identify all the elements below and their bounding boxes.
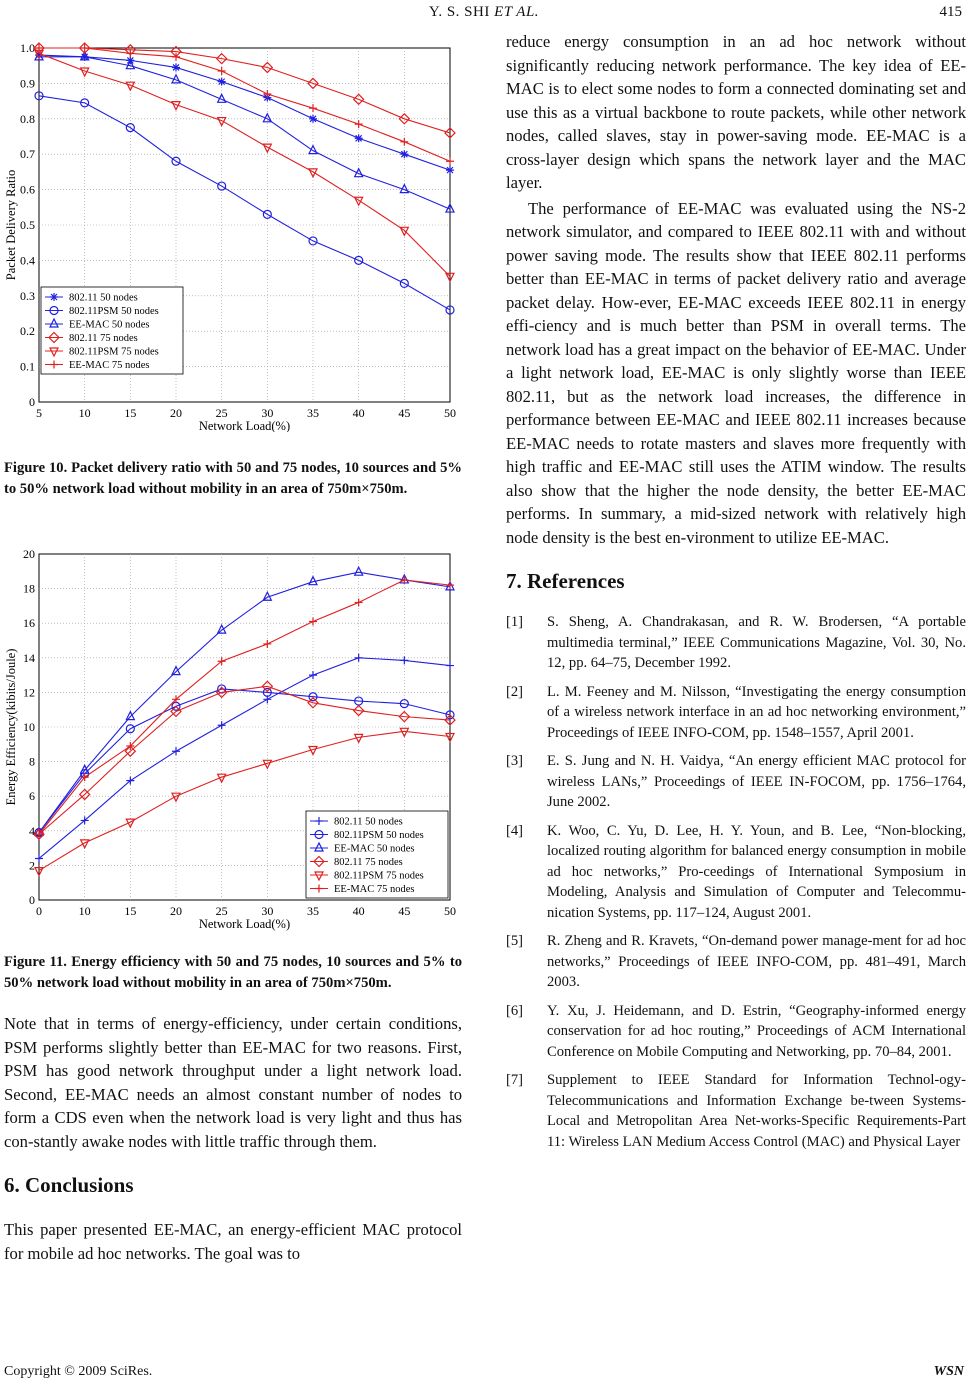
legend-label: 802.11 50 nodes [69, 292, 138, 304]
y-tick-label: 6 [29, 789, 35, 804]
x-tick-label: 45 [398, 904, 411, 918]
y-axis-label: Energy Efficiency(kibits/Joule) [4, 648, 18, 806]
y-tick-label: 1.0 [20, 41, 35, 55]
y-tick-label: 10 [23, 720, 35, 734]
legend-label: 802.11PSM 75 nodes [334, 870, 424, 882]
reference-text: E. S. Jung and N. H. Vaidya, “An energy efficient MAC protocol for wireless LANs,” Proceedings of IEEE IN-FOCOM, pp. 1756–1764, June 2002. [547, 753, 966, 810]
page-number: 415 [939, 4, 962, 20]
y-tick-label: 0 [29, 395, 35, 409]
legend-label: 802.11PSM 50 nodes [334, 830, 424, 841]
legend-label: EE-MAC 50 nodes [69, 319, 150, 331]
running-title [0, 4, 968, 21]
y-tick-label: 0.8 [20, 111, 35, 126]
y-tick-label: 0.7 [20, 147, 35, 162]
reference-item [506, 821, 966, 924]
figure-11-chart [4, 546, 464, 934]
legend-label: 802.11 75 nodes [69, 333, 138, 344]
reference-text: Supplement to IEEE Standard for Information Technol-ogy-Telecommunications and Information Exchange be-tween Systems-Local and Metropolitan Area Net-works-Specific Requirements-Part 11: Wireless LAN Medium Access Control (MAC) and Physical Layer [547, 1072, 966, 1150]
reference-number: [4] [506, 822, 524, 839]
data-point [218, 78, 226, 86]
reference-item [506, 612, 966, 674]
y-tick-label: 0.1 [20, 359, 35, 374]
x-axis-label: Network Load(%) [198, 419, 291, 432]
note-paragraph: Note that in terms of energy-efficiency, under certain conditions, PSM performs slightly better than EE-MAC for two reasons. First, PSM has good network throughput under a light network load. Second, EE-MAC needs an almost constant number of nodes to form a CDS even when the network load is very light and thus has con-stantly awake nodes with little traffic through them. [4, 1014, 462, 1151]
x-tick-label: 15 [124, 406, 137, 420]
y-tick-label: 20 [23, 547, 35, 561]
y-tick-label: 18 [23, 581, 35, 596]
y-axis-label: Packet Delivery Ratio [4, 169, 18, 281]
conclusions-paragraph: This paper presented EE-MAC, an energy-efficient MAC protocol for mobile ad hoc networks. The goal was to [4, 1220, 462, 1263]
copyright-text: Copyright © 2009 SciRes. [4, 1364, 153, 1379]
references-heading: 7. References [506, 569, 625, 593]
reference-item [506, 751, 966, 813]
x-tick-label: 20 [170, 904, 182, 918]
x-tick-label: 40 [352, 904, 365, 918]
figure-10-chart [4, 40, 464, 432]
legend-label: 802.11PSM 75 nodes [69, 346, 159, 358]
x-tick-label: 20 [170, 406, 182, 420]
y-tick-label: 8 [29, 754, 35, 769]
reference-number: [2] [506, 683, 524, 700]
x-tick-label: 35 [307, 904, 319, 918]
y-tick-label: 0.2 [20, 324, 35, 339]
reference-item [506, 1070, 966, 1152]
reference-number: [7] [506, 1072, 524, 1088]
legend-label: EE-MAC 75 nodes [69, 360, 150, 371]
y-tick-label: 16 [23, 616, 35, 631]
legend-label: EE-MAC 50 nodes [334, 843, 415, 855]
data-point [172, 63, 180, 71]
references-list [506, 612, 966, 1152]
reference-item [506, 682, 966, 744]
reference-number: [5] [506, 933, 524, 949]
running-title-etal: ET AL. [494, 4, 540, 20]
running-title-authors: Y. S. SHI [428, 4, 490, 20]
x-tick-label: 50 [444, 904, 456, 918]
y-tick-label: 2 [29, 858, 35, 873]
x-tick-label: 15 [124, 904, 137, 918]
y-tick-label: 4 [29, 823, 35, 838]
x-tick-label: 10 [78, 406, 91, 420]
figure-11-caption: Figure 11. Energy efficiency with 50 and 75 nodes, 10 sources and 5% to 50% network load without mobility in an area of 750m×750m. [4, 954, 462, 991]
reference-item [506, 1001, 966, 1063]
data-point [446, 166, 454, 174]
page-footer [4, 1364, 964, 1380]
legend-sample-marker [50, 293, 58, 301]
performance-paragraph: The performance of EE-MAC was evaluated using the NS-2 network simulator, and compared to IEEE 802.11 with and without power saving mode. The results show that IEEE 802.11 performs better than EE-MAC in terms of packet delivery ratio and average packet delay. How-ever, EE-MAC exceeds IEEE 802.11 in energy effi-ciency and is much better than PSM in overall terms. The network load has a great impact on the behavior of EE-MAC. Under a light network load, EE-MAC is only slightly worse than IEEE 802.11, but as the network load increases, the difference in performance between EE-MAC and IEEE 802.11 increases because EE-MAC needs to rotate masters and slaves more frequently with high traffic and EE-MAC still uses the ATIM window. The results also show that the higher the node density, the better EE-MAC performs. In summary, a mid-sized network with relatively high node density is the best en-vironment to utilize EE-MAC. [506, 198, 966, 547]
figure-10-caption: Figure 10. Packet delivery ratio with 50 and 75 nodes, 10 sources and 5% to 50% network load without mobility in an area of 750m×750m. [4, 460, 462, 497]
data-point [309, 115, 317, 123]
y-tick-label: 0 [29, 893, 35, 907]
y-tick-label: 0.3 [20, 288, 35, 303]
x-tick-label: 5 [36, 406, 42, 420]
legend-label: 802.11PSM 50 nodes [69, 306, 159, 317]
x-tick-label: 35 [307, 406, 319, 420]
conclusions-paragraph-cont: reduce energy consumption in an ad hoc network without significantly reducing network performance. The key idea of EE-MAC is to elect some nodes to form a connected dominating set and use this as a virtual backbone to route packets, while other network nodes, called slaves, stay in power-saving mode. EE-MAC is a cross-layer design which spans the network layer and the MAC layer. [506, 32, 966, 192]
x-tick-label: 45 [398, 406, 411, 420]
x-tick-label: 50 [444, 406, 456, 420]
data-point [400, 150, 408, 158]
data-point [355, 134, 363, 142]
conclusions-heading: 6. Conclusions [4, 1173, 134, 1197]
x-tick-label: 40 [352, 406, 365, 420]
reference-number: [3] [506, 753, 524, 769]
x-tick-label: 25 [215, 904, 228, 918]
y-tick-label: 12 [23, 685, 35, 700]
reference-number: [6] [506, 1002, 524, 1019]
x-tick-label: 25 [215, 406, 228, 420]
y-tick-label: 0.6 [20, 182, 35, 197]
right-column [506, 30, 966, 1160]
y-tick-label: 0.4 [20, 253, 35, 268]
reference-number: [1] [506, 614, 524, 630]
x-tick-label: 30 [261, 406, 274, 420]
journal-abbrev: WSN [933, 1364, 964, 1379]
page-header [0, 0, 968, 28]
reference-item [506, 931, 966, 993]
reference-text: S. Sheng, A. Chandrakasan, and R. W. Brodersen, “A portable multimedia terminal,” IEEE Communications Magazine, Vol. 30, No. 12, pp. 64–75, December 1992. [547, 614, 966, 671]
x-axis-label: Network Load(%) [198, 917, 291, 931]
legend [41, 287, 183, 374]
y-tick-label: 0.9 [20, 76, 35, 91]
legend-label: 802.11 75 nodes [334, 857, 403, 868]
x-tick-label: 30 [261, 904, 274, 918]
left-body [4, 1012, 462, 1265]
y-tick-label: 0.5 [20, 218, 35, 232]
legend-label: EE-MAC 75 nodes [334, 884, 415, 895]
legend [306, 811, 448, 898]
legend-label: 802.11 50 nodes [334, 816, 403, 828]
x-tick-label: 0 [36, 904, 42, 918]
y-tick-label: 14 [23, 650, 35, 665]
reference-text: L. M. Feeney and M. Nilsson, “Investigating the energy consumption of a wireless network interface in an ad hoc networking environment,” Proceedings of IEEE INFO-COM, pp. 1548–1557, April 2001. [547, 683, 966, 741]
reference-text: K. Woo, C. Yu, D. Lee, H. Y. Youn, and B. Lee, “Non-blocking, localized routing algorithm for balanced energy consumption in mobile ad hoc networks,” Pro-ceedings of International Symposium in Modeling, Analysis and Simulation of Computer and Telecommu-nication Systems, pp. 117–124, August 2001. [547, 822, 966, 921]
reference-text: R. Zheng and R. Kravets, “On-demand power manage-ment for ad hoc networks,” Proceedings of IEEE INFO-COM, pp. 481–491, March 2003. [547, 933, 966, 990]
reference-text: Y. Xu, J. Heidemann, and D. Estrin, “Geography-informed energy conservation for ad hoc routing,” Proceedings of ACM International Conference on Mobile Computing and Networking, pp. 70–84, 2001. [547, 1002, 966, 1060]
x-tick-label: 10 [78, 904, 91, 918]
